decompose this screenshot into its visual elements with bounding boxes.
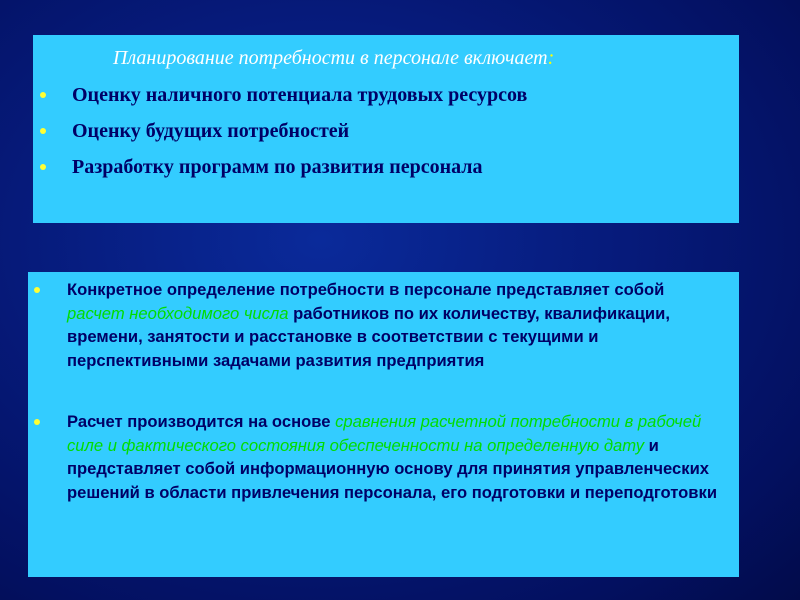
list-item-text: Оценку наличного потенциала трудовых ресурсов: [72, 84, 528, 106]
bullet-icon: [40, 164, 46, 170]
list-item: [40, 119, 527, 155]
definition-paragraph: [34, 278, 724, 372]
paragraph-text: Расчет производится на основе: [67, 412, 336, 431]
list-item-text: Оценку будущих потребностей: [72, 120, 350, 142]
paragraph-text: и представляет собой информационную основу для принятия управленческих решений в области привлечения персонала, его подготовки и переподготовки: [67, 435, 718, 502]
top-info-box: [33, 35, 739, 223]
list-item-text: Разработку программ по развития персонала: [72, 156, 483, 178]
bullet-icon: [40, 92, 46, 98]
bottom-info-box: [28, 272, 739, 577]
bullet-icon: [40, 128, 46, 134]
bullet-icon: [34, 287, 40, 293]
planning-components-list: [40, 83, 527, 191]
highlighted-text: сравнения расчетной потребности в рабочей силе и фактического состояния обеспеченности на определенную дату: [67, 412, 702, 455]
slide-title-text: Планирование потребности в персонале включает: [113, 47, 548, 69]
calculation-paragraph: [34, 410, 724, 504]
paragraph-text: Конкретное определение потребности в персонале представляет собой: [67, 280, 665, 299]
slide-title: [113, 47, 554, 70]
title-colon: :: [547, 47, 555, 69]
highlighted-text: расчет необходимого числа: [67, 303, 289, 323]
paragraph-text: работников по их количеству, квалификации, времени, занятости и расстановке в соответствии с текущими и перспективными задачами развития предприятия: [67, 303, 670, 370]
list-item: [40, 155, 527, 191]
definition-list: [34, 278, 724, 504]
list-item: [40, 83, 527, 119]
bullet-icon: [34, 419, 40, 425]
